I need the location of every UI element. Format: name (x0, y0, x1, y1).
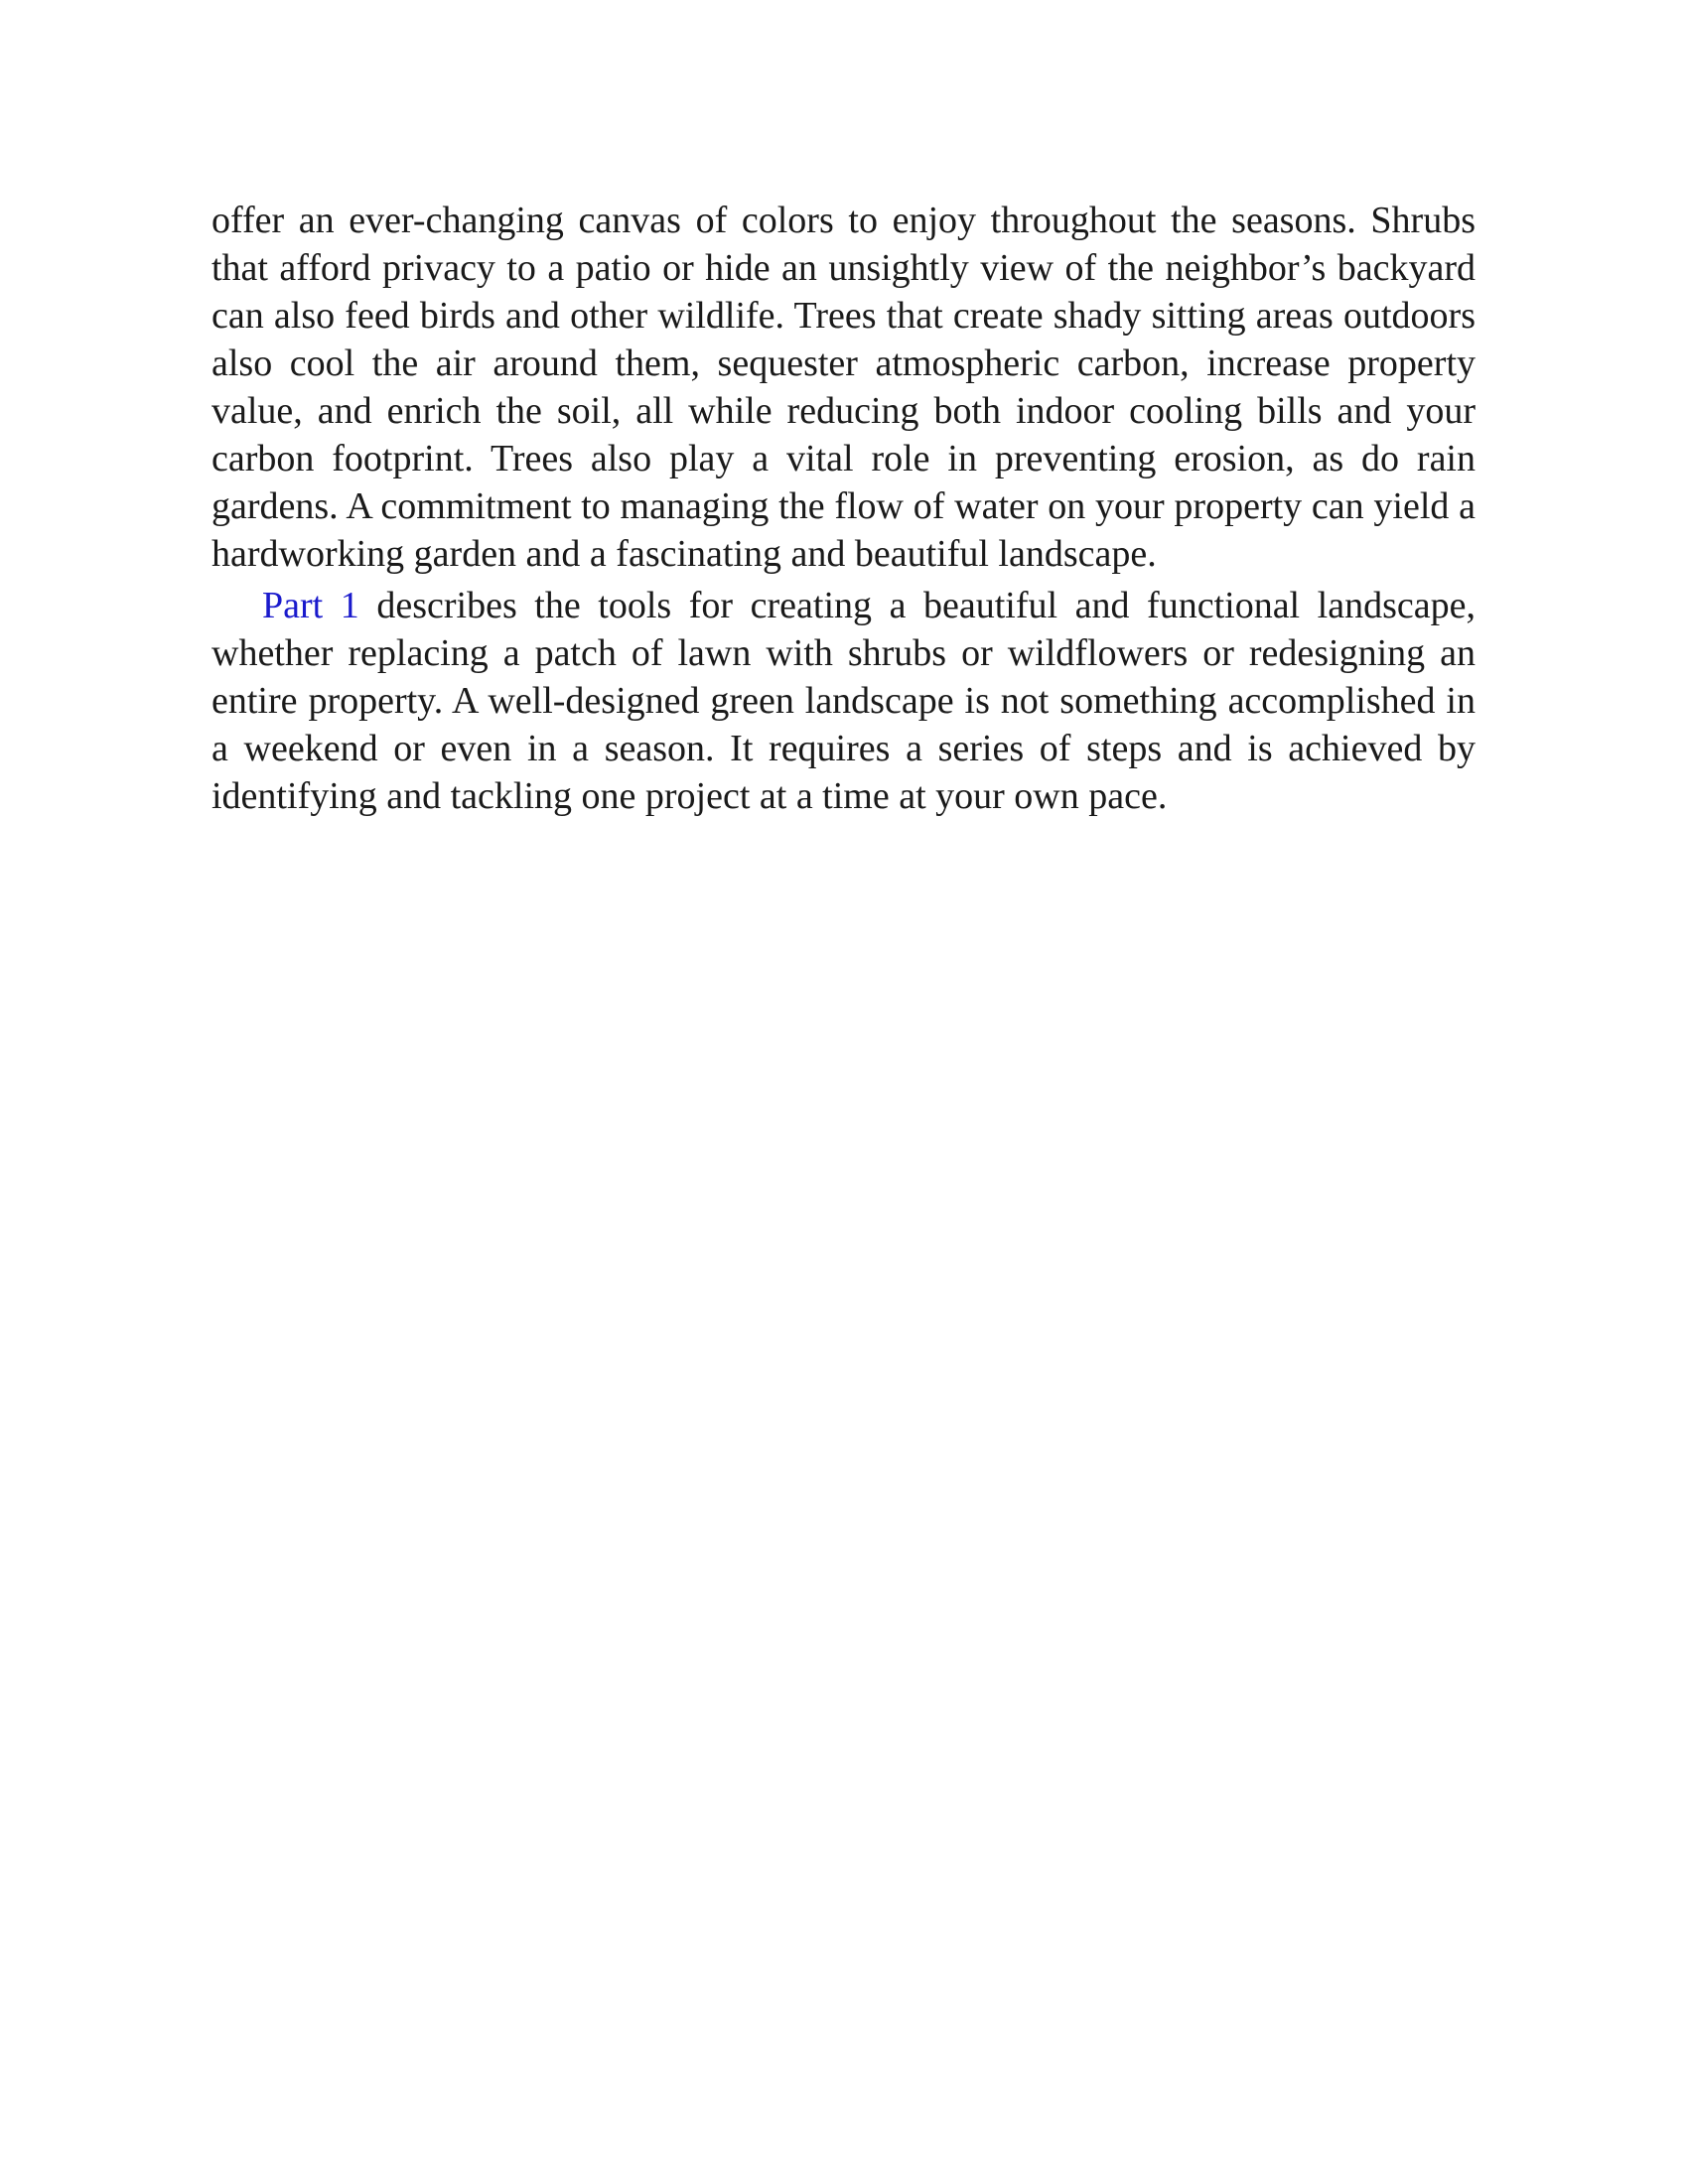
paragraph-continued: offer an ever-changing canvas of colors to enjoy throughout the seasons. Shrubs that afford privacy to a patio or hide an unsightly view of the neighbor’s backyard can also feed birds and other wildlife. Trees that create shady sitting areas outdoors also cool the air around them, sequester atmospheric carbon, increase property value, and enrich the soil, all while reducing both indoor cooling bills and your carbon footprint. Trees also play a vital role in preventing erosion, as do rain gardens. A commitment to managing the flow of water on your property can yield a hardworking garden and a fascinating and beautiful landscape. (211, 200, 1476, 575)
part-1-link[interactable]: Part 1 (262, 585, 359, 626)
body-text (211, 197, 1476, 824)
paragraph-part-1-intro (211, 582, 1476, 820)
paragraph-part-1-text: describes the tools for creating a beautiful and functional landscape, whether replacing a patch of lawn with shrubs or wildflowers or redesigning an entire property. A well-designed green landscape is not something accomplished in a weekend or even in a season. It requires a series of steps and is achieved by identifying and tackling one project at a time at your own pace. (211, 585, 1476, 817)
